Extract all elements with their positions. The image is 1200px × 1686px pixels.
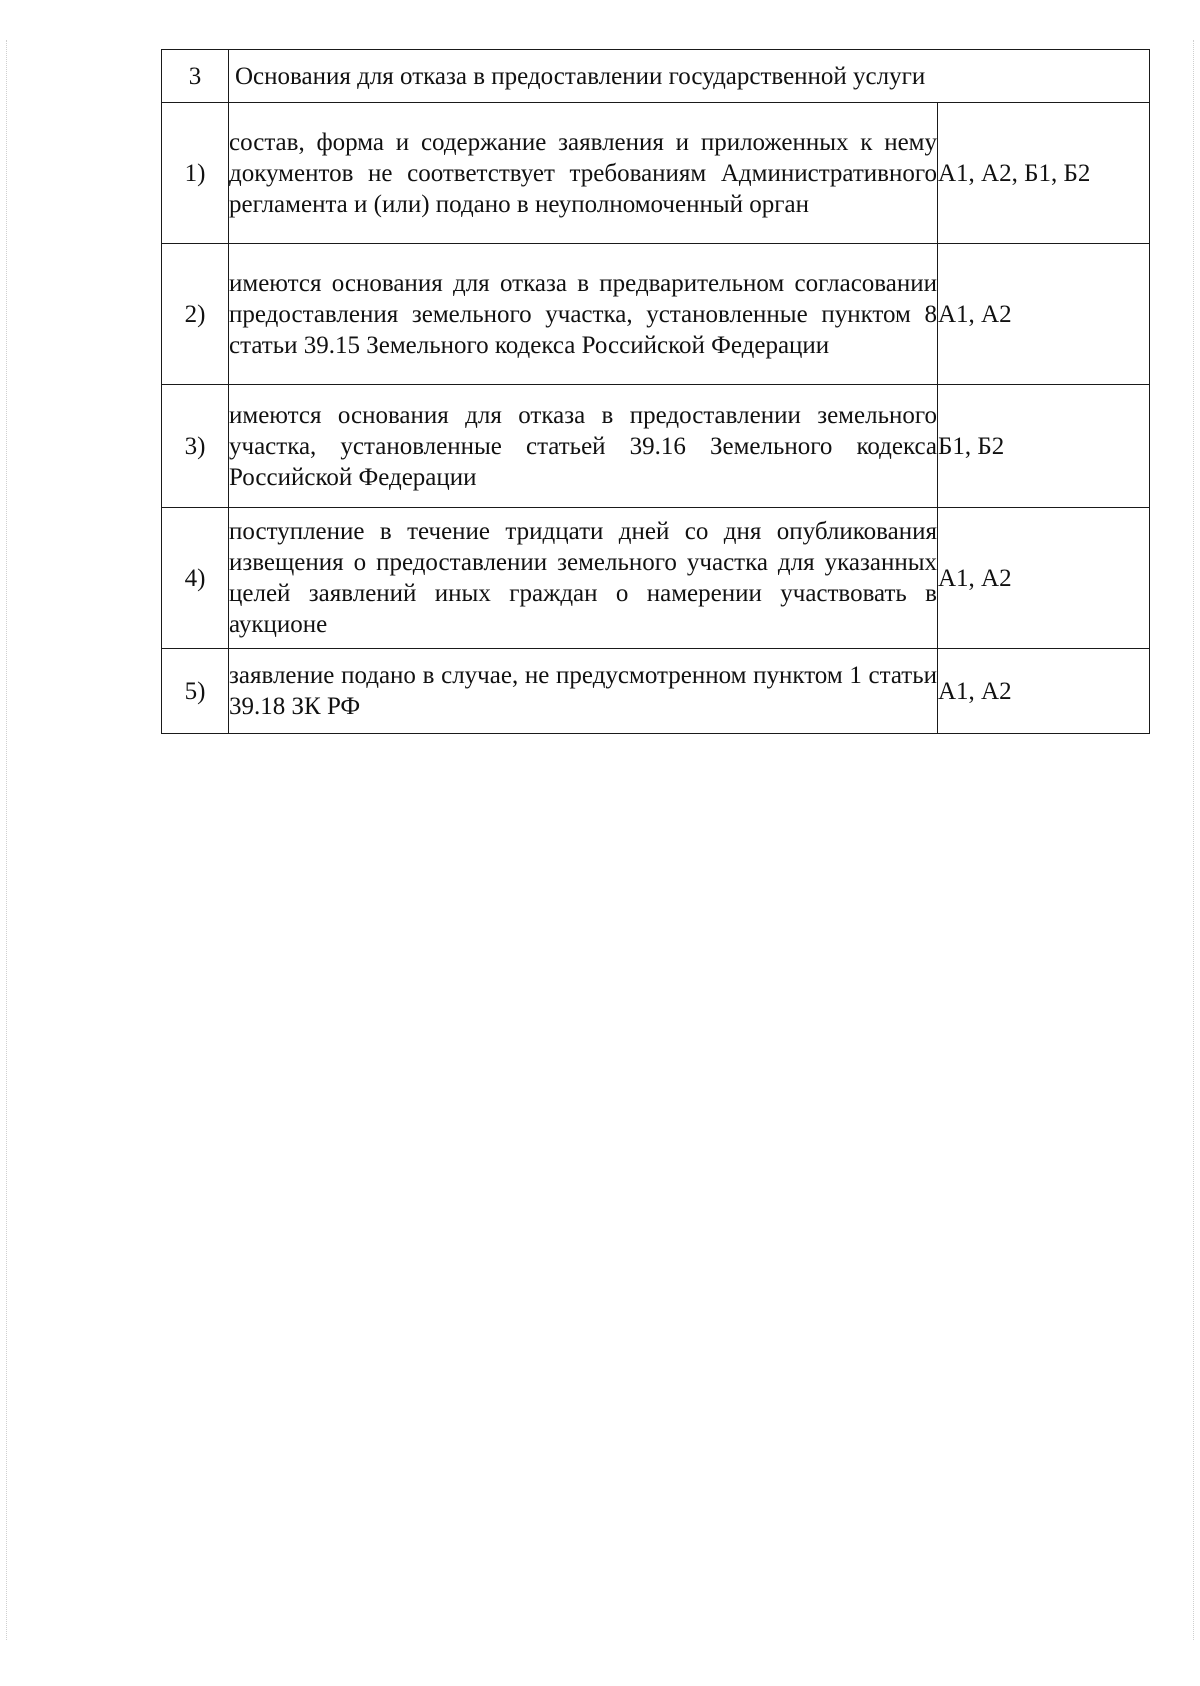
section-title: Основания для отказа в предоставлении государственной услуги [229, 50, 1150, 103]
row-codes: А1, А2 [938, 508, 1150, 649]
scan-edge-right [1193, 40, 1195, 1640]
row-number: 2) [162, 244, 229, 385]
row-text: имеются основания для отказа в предоставлении земельного участка, установленные статьей 39.16 Земельного кодекса Российской Федерации [229, 385, 938, 508]
row-codes: Б1, Б2 [938, 385, 1150, 508]
row-codes: А1, А2 [938, 649, 1150, 734]
table-row [162, 649, 1150, 734]
row-codes: А1, А2, Б1, Б2 [938, 103, 1150, 244]
refusal-grounds-table [161, 49, 1150, 734]
row-text: имеются основания для отказа в предварительном согласовании предоставления земельного участка, установленные пунктом 8 статьи 39.15 Земельного кодекса Российской Федерации [229, 244, 938, 385]
row-text: состав, форма и содержание заявления и приложенных к нему документов не соответствует требованиям Административного регламента и (или) подано в неуполномоченный орган [229, 103, 938, 244]
row-number: 1) [162, 103, 229, 244]
section-number: 3 [162, 50, 229, 103]
table-row [162, 103, 1150, 244]
row-number: 5) [162, 649, 229, 734]
table-row [162, 508, 1150, 649]
row-codes: А1, А2 [938, 244, 1150, 385]
table-header-row [162, 50, 1150, 103]
table-row [162, 385, 1150, 508]
table-row [162, 244, 1150, 385]
row-text: заявление подано в случае, не предусмотренном пунктом 1 статьи 39.18 ЗК РФ [229, 649, 938, 734]
row-number: 4) [162, 508, 229, 649]
row-text: поступление в течение тридцати дней со дня опубликования извещения о предоставлении земельного участка для указанных целей заявлений иных граждан о намерении участвовать в аукционе [229, 508, 938, 649]
scan-edge-left [6, 40, 8, 1640]
row-number: 3) [162, 385, 229, 508]
